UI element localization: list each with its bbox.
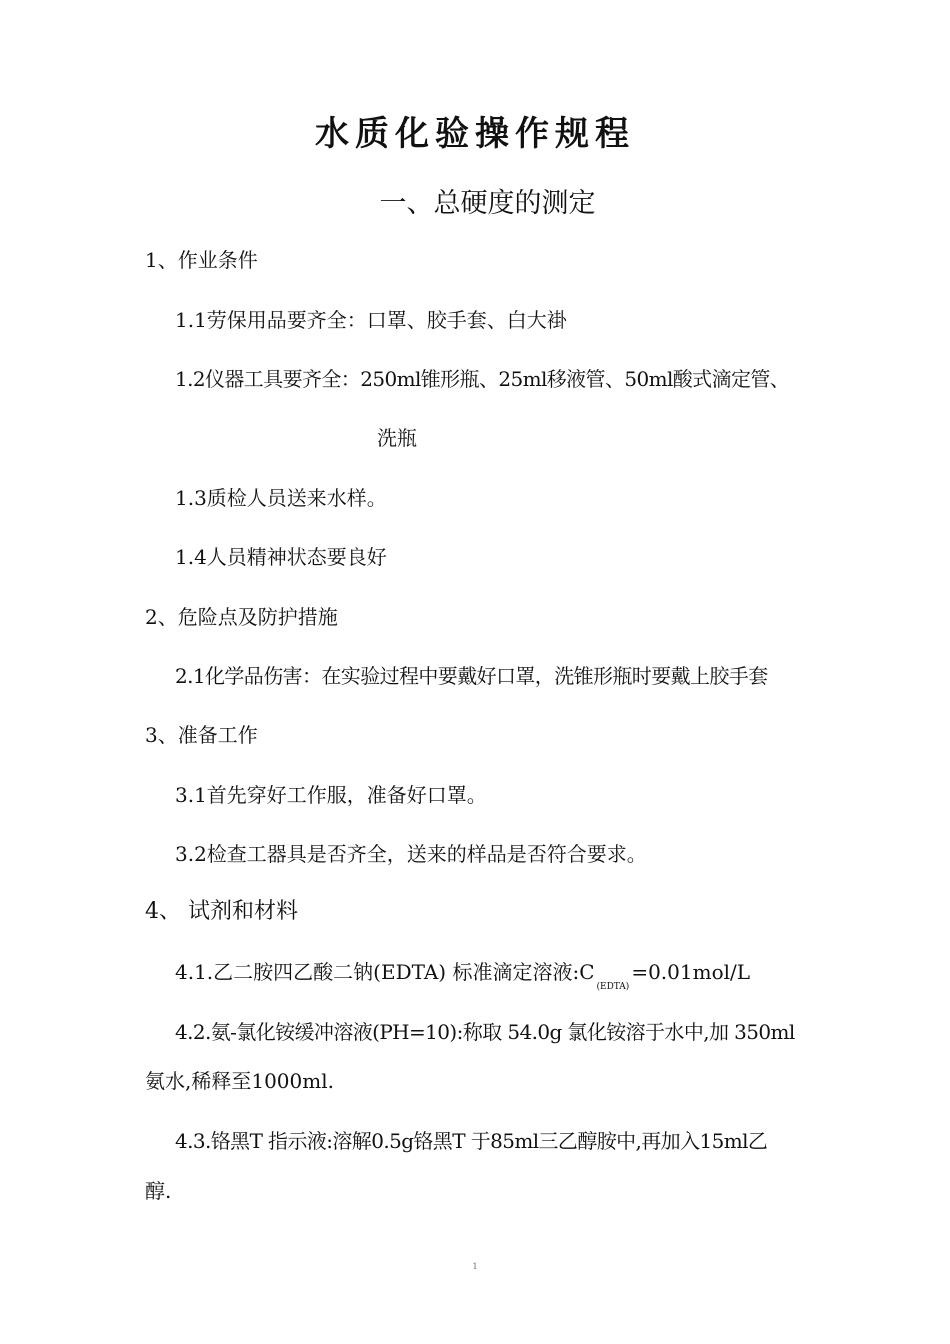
item-4-1-main: 4.1.乙二胺四乙酸二钠(EDTA) 标准滴定溶液:C [175, 960, 595, 984]
document-title: 水质化验操作规程 [315, 114, 635, 154]
item-1-2-continued: 洗瓶 [377, 426, 417, 450]
item-4-1 [175, 958, 750, 991]
item-2-1: 2.1化学品伤害：在实验过程中要戴好口罩，洗锥形瓶时要戴上胶手套 [175, 664, 768, 688]
heading-hazards: 2、危险点及防护措施 [145, 605, 338, 629]
section-title: 一、总硬度的测定 [379, 188, 596, 219]
item-4-2: 4.2.氨-氯化铵缓冲溶液(PH=10):称取 54.0g 氯化铵溶于水中,加 350ml [175, 1020, 795, 1044]
item-1-4: 1.4人员精神状态要良好 [175, 545, 387, 569]
heading-preparation: 3、准备工作 [145, 723, 258, 747]
heading-work-conditions: 1、作业条件 [145, 248, 258, 272]
item-1-2: 1.2仪器工具要齐全：250ml锥形瓶、25ml移液管、50ml酸式滴定管、 [175, 367, 790, 391]
item-3-2: 3.2检查工器具是否齐全，送来的样品是否符合要求。 [175, 842, 647, 866]
page-number: 1 [472, 1262, 478, 1271]
item-1-1: 1.1劳保用品要齐全：口罩、胶手套、白大褂 [175, 308, 567, 332]
item-3-1: 3.1首先穿好工作服，准备好口罩。 [175, 783, 487, 807]
item-1-3: 1.3质检人员送来水样。 [175, 486, 387, 510]
item-4-3-continued: 醇. [145, 1179, 172, 1203]
item-4-2-continued: 氨水,稀释至1000ml. [145, 1069, 334, 1093]
item-4-1-subscript: (EDTA) [596, 982, 630, 992]
heading-reagents: 4、 试剂和材料 [145, 899, 298, 924]
item-4-1-tail: =0.01mol/L [631, 960, 751, 984]
item-4-3: 4.3.铬黑T 指示液:溶解0.5g铬黑T 于85ml三乙醇胺中,再加入15ml乙 [175, 1129, 768, 1153]
